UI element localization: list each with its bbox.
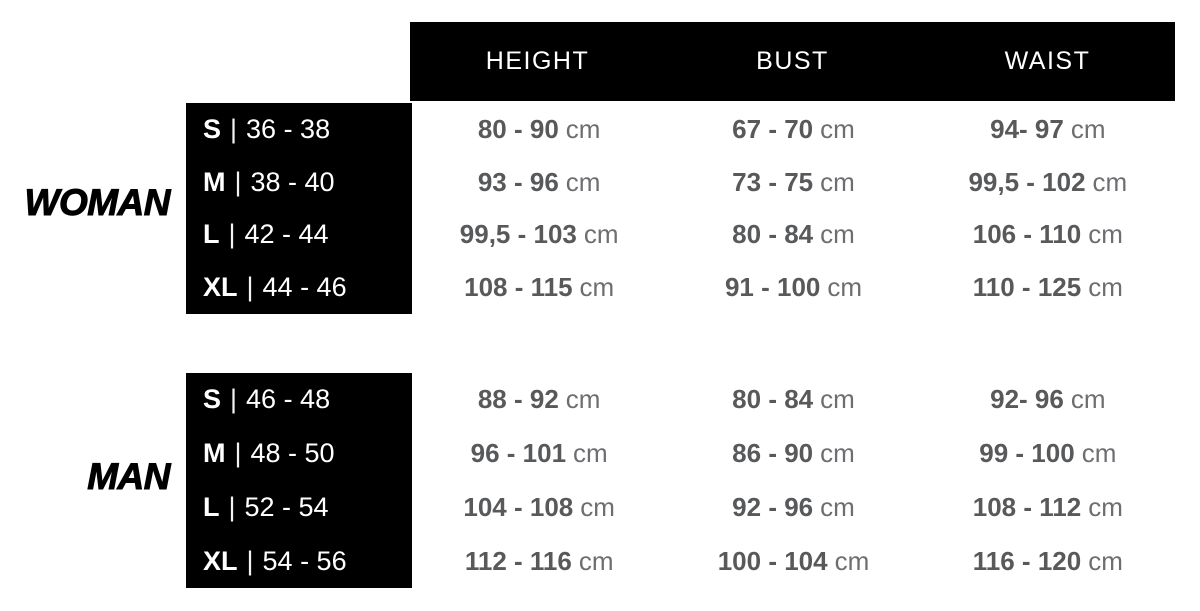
size-separator: |	[230, 113, 238, 144]
measurement-value: 99,5 - 103	[459, 219, 577, 250]
table-row	[186, 209, 1175, 262]
measurement-value: 67 - 70	[732, 113, 814, 144]
size-separator: |	[246, 545, 254, 576]
height-cell	[412, 481, 666, 535]
table-row	[186, 103, 1175, 156]
column-header-bust: BUST	[756, 47, 829, 75]
waist-cell	[921, 373, 1175, 427]
column-header-waist: WAIST	[1004, 47, 1091, 75]
height-cell	[412, 427, 666, 481]
size-cell	[186, 427, 412, 481]
table-row	[186, 481, 1175, 535]
size-cell	[186, 209, 412, 262]
measurement-value: 73 - 75	[732, 166, 814, 197]
bust-cell	[666, 261, 920, 314]
size-letter: S	[203, 384, 222, 415]
measurement-unit: cm	[565, 113, 601, 144]
size-separator: |	[228, 219, 236, 250]
column-header-height: HEIGHT	[485, 47, 590, 75]
waist-cell	[921, 103, 1175, 156]
measurement-unit: cm	[1088, 491, 1123, 522]
bust-cell	[666, 103, 920, 156]
measurement-value: 80 - 84	[732, 219, 814, 250]
size-cell	[186, 261, 412, 314]
size-letter: XL	[203, 272, 238, 303]
measurement-unit: cm	[583, 219, 619, 250]
size-separator: |	[246, 272, 254, 303]
size-range: 42 - 44	[244, 219, 329, 250]
measurement-unit: cm	[1070, 113, 1106, 144]
measurement-value: 92- 96	[990, 384, 1064, 415]
size-letter: L	[203, 491, 220, 522]
measurement-value: 86 - 90	[732, 438, 814, 469]
measurement-value: 96 - 101	[470, 438, 567, 469]
measurement-unit: cm	[573, 438, 608, 469]
measurement-value: 88 - 92	[477, 384, 559, 415]
size-cell	[186, 156, 412, 209]
table-header	[410, 22, 1175, 101]
size-letter: XL	[203, 545, 238, 576]
measurement-unit: cm	[578, 545, 614, 576]
waist-cell	[921, 481, 1175, 535]
waist-cell	[921, 261, 1175, 314]
height-cell	[412, 209, 666, 262]
size-cell	[186, 103, 412, 156]
size-separator: |	[228, 491, 236, 522]
bust-cell	[666, 427, 920, 481]
measurement-unit: cm	[827, 272, 863, 303]
size-cell	[186, 373, 412, 427]
group-label-man: MAN	[87, 456, 170, 497]
size-range: 54 - 56	[262, 545, 347, 576]
size-range: 36 - 38	[246, 113, 331, 144]
bust-cell	[666, 534, 920, 588]
waist-cell	[921, 534, 1175, 588]
size-range: 38 - 40	[250, 166, 335, 197]
measurement-unit: cm	[1081, 438, 1117, 469]
measurement-unit: cm	[1088, 219, 1123, 250]
measurement-unit: cm	[1088, 272, 1123, 303]
bust-cell	[666, 156, 920, 209]
size-letter: M	[203, 166, 226, 197]
size-separator: |	[230, 384, 238, 415]
height-cell	[412, 373, 666, 427]
waist-cell	[921, 156, 1175, 209]
measurement-value: 99 - 100	[979, 438, 1075, 469]
table-row	[186, 534, 1175, 588]
measurement-value: 92 - 96	[732, 491, 814, 522]
measurement-unit: cm	[565, 384, 601, 415]
size-range: 44 - 46	[262, 272, 347, 303]
measurement-unit: cm	[820, 113, 855, 144]
table-row	[186, 261, 1175, 314]
height-cell	[412, 156, 666, 209]
measurement-value: 91 - 100	[724, 272, 821, 303]
measurement-value: 80 - 90	[477, 113, 559, 144]
measurement-unit: cm	[820, 438, 855, 469]
size-range: 48 - 50	[250, 438, 335, 469]
measurement-unit: cm	[579, 272, 615, 303]
measurement-unit: cm	[820, 166, 855, 197]
measurement-value: 80 - 84	[732, 384, 814, 415]
table-row	[186, 427, 1175, 481]
measurement-unit: cm	[1070, 384, 1106, 415]
size-letter: L	[203, 219, 220, 250]
size-letter: M	[203, 438, 226, 469]
measurement-value: 116 - 120	[972, 545, 1082, 576]
measurement-unit: cm	[1092, 166, 1128, 197]
measurement-unit: cm	[820, 384, 855, 415]
size-range: 52 - 54	[244, 491, 329, 522]
size-separator: |	[234, 438, 242, 469]
size-cell	[186, 534, 412, 588]
man-section	[186, 373, 1175, 588]
measurement-value: 108 - 115	[464, 272, 573, 303]
measurement-unit: cm	[580, 491, 615, 522]
woman-section	[186, 103, 1175, 314]
measurement-value: 93 - 96	[477, 166, 559, 197]
measurement-value: 100 - 104	[717, 545, 828, 576]
measurement-unit: cm	[820, 219, 855, 250]
measurement-value: 108 - 112	[972, 491, 1082, 522]
bust-cell	[666, 373, 920, 427]
measurement-value: 94- 97	[990, 113, 1064, 144]
waist-cell	[921, 427, 1175, 481]
measurement-value: 106 - 110	[972, 219, 1082, 250]
size-range: 46 - 48	[246, 384, 331, 415]
measurement-unit: cm	[565, 166, 601, 197]
measurement-value: 110 - 125	[972, 272, 1082, 303]
measurement-value: 112 - 116	[464, 545, 572, 576]
measurement-value: 104 - 108	[463, 491, 574, 522]
waist-cell	[921, 209, 1175, 262]
bust-cell	[666, 209, 920, 262]
measurement-unit: cm	[834, 545, 870, 576]
size-separator: |	[234, 166, 242, 197]
height-cell	[412, 534, 666, 588]
group-label-woman: WOMAN	[24, 182, 170, 223]
measurement-value: 99,5 - 102	[968, 166, 1086, 197]
bust-cell	[666, 481, 920, 535]
height-cell	[412, 261, 666, 314]
measurement-unit: cm	[1088, 545, 1123, 576]
table-row	[186, 373, 1175, 427]
height-cell	[412, 103, 666, 156]
measurement-unit: cm	[820, 491, 855, 522]
size-cell	[186, 481, 412, 535]
table-row	[186, 156, 1175, 209]
size-letter: S	[203, 113, 222, 144]
